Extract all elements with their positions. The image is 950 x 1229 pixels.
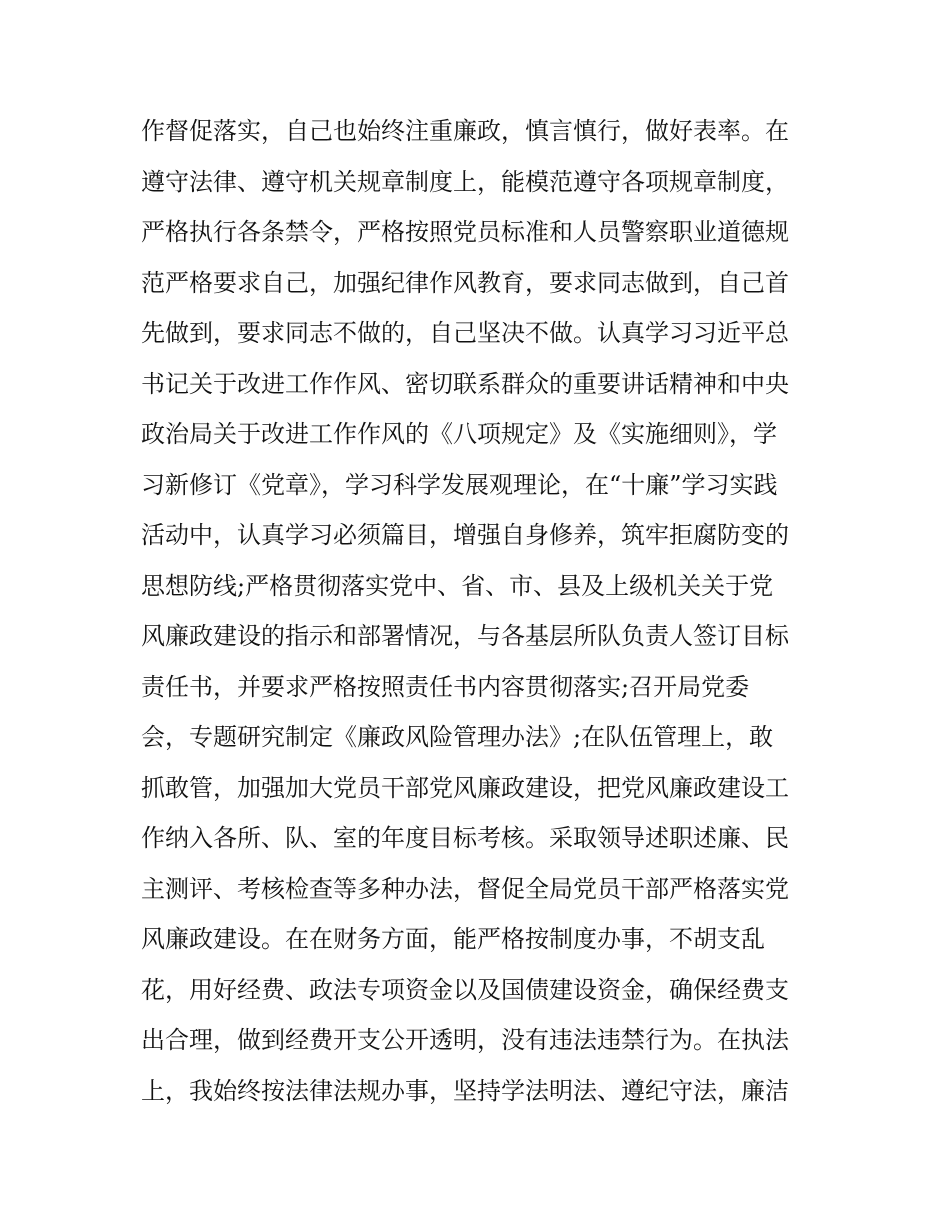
body-paragraph (141, 106, 821, 1116)
text-line-3: 严格执行各条禁令，严格按照党员标准和人员警察职业道德规 (141, 218, 789, 246)
text-line-4: 范严格要求自己，加强纪律作风教育，要求同志做到，自己首 (141, 268, 789, 297)
text-line-2: 遵守法律、遵守机关规章制度上，能模范遵守各项规章制度， (141, 167, 789, 196)
text-line-15: 作纳入各所、队、室的年度目标考核。采取领导述职述廉、民 (141, 824, 789, 852)
text-line-5: 先做到，要求同志不做的，自己坚决不做。认真学习习近平总 (141, 319, 789, 347)
text-line-7: 政治局关于改进工作作风的《八项规定》及《实施细则》，学 (141, 420, 777, 448)
text-line-9: 活动中，认真学习必须篇目，增强自身修养，筑牢拒腐防变的 (141, 521, 789, 549)
text-line-11: 风廉政建设的指示和部署情况，与各基层所队负责人签订目标 (141, 622, 789, 650)
text-line-16: 主测评、考核检查等多种办法，督促全局党员干部严格落实党 (141, 874, 789, 903)
text-line-19: 出合理，做到经费开支公开透明，没有违法违禁行为。在执法 (141, 1026, 789, 1054)
text-line-8: 习新修订《党章》，学习科学发展观理论，在“十廉”学习实践 (141, 470, 778, 499)
text-line-17: 风廉政建设。在在财务方面，能严格按制度办事，不胡支乱 (141, 925, 765, 953)
text-line-14: 抓敢管，加强加大党员干部党风廉政建设，把党风廉政建设工 (141, 773, 789, 802)
text-line-10: 思想防线;严格贯彻落实党中、省、市、县及上级机关关于党 (141, 571, 774, 600)
text-line-12: 责任书，并要求严格按照责任书内容贯彻落实;召开局党委 (141, 672, 750, 701)
text-line-20: 上，我始终按法律法规办事，坚持学法明法、遵纪守法，廉洁 (141, 1076, 789, 1105)
text-line-1: 作督促落实，自己也始终注重廉政，慎言慎行，做好表率。在 (141, 117, 789, 145)
text-line-13: 会，专题研究制定《廉政风险管理办法》;在队伍管理上，敢 (141, 723, 774, 751)
text-line-6: 书记关于改进工作作风、密切联系群众的重要讲话精神和中央 (141, 369, 789, 398)
text-line-18: 花，用好经费、政法专项资金以及国债建设资金，确保经费支 (141, 975, 789, 1004)
